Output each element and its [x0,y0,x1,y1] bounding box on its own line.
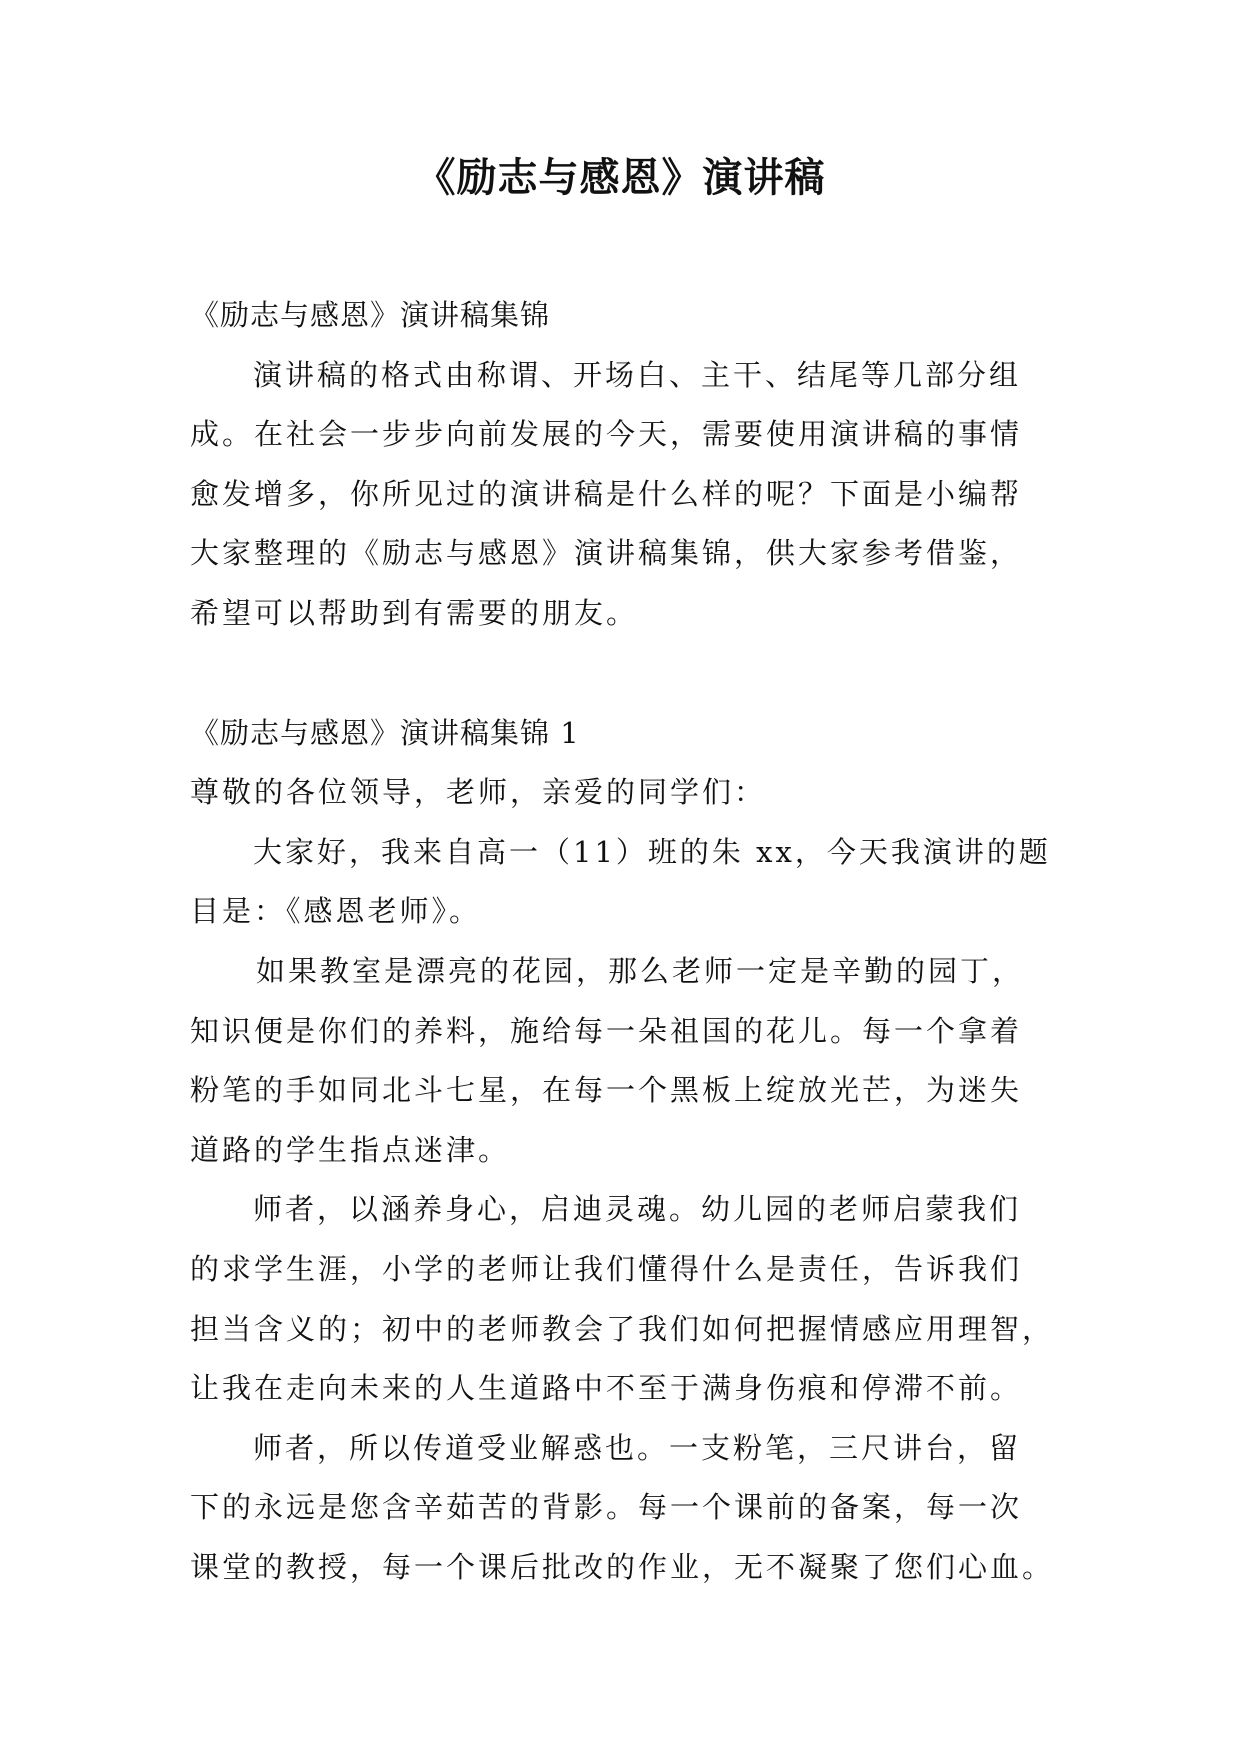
document-title: 《励志与感恩》演讲稿 [415,155,826,201]
paragraph-line: 愈发增多，你所见过的演讲稿是什么样的呢？下面是小编帮 [190,476,1023,511]
section-heading: 《励志与感恩》演讲稿集锦 [190,298,551,332]
paragraph-line: 大家整理的《励志与感恩》演讲稿集锦，供大家参考借鉴， [190,536,1023,571]
paragraph-line: 成。在社会一步步向前发展的今天，需要使用演讲稿的事情 [190,417,1023,452]
paragraph-line: 希望可以帮助到有需要的朋友。 [190,595,639,630]
section-heading: 《励志与感恩》演讲稿集锦 1 [190,715,580,750]
paragraph-line: 让我在走向未来的人生道路中不至于满身伤痕和停滞不前。 [190,1371,1023,1406]
paragraph-gap [190,644,1070,704]
paragraph-line: 演讲稿的格式由称谓、开场白、主干、结尾等几部分组 [253,357,1022,392]
paragraph-line: 道路的学生指点迷津。 [190,1132,511,1167]
salutation-line: 尊敬的各位领导，老师，亲爱的同学们： [190,775,767,810]
paragraph-line: 下的永远是您含辛茹苦的背影。每一个课前的备案，每一次 [190,1490,1023,1525]
paragraph-line: 目是：《感恩老师》。 [190,894,482,929]
paragraph-line: 知识便是你们的养料，施给每一朵祖国的花儿。每一个拿着 [190,1013,1023,1048]
paragraph-line: 担当含义的；初中的老师教会了我们如何把握情感应用理智， [190,1311,1055,1346]
paragraph-line: 如果教室是漂亮的花园，那么老师一定是辛勤的园丁， [256,953,1025,988]
paragraph-line: 大家好，我来自高一（11）班的朱 xx，今天我演讲的题 [253,834,1051,869]
paragraph-line: 师者，以涵养身心，启迪灵魂。幼儿园的老师启蒙我们 [253,1192,1022,1227]
paragraph-line: 粉笔的手如同北斗七星，在每一个黑板上绽放光芒，为迷失 [190,1073,1023,1108]
paragraph-line: 师者，所以传道受业解惑也。一支粉笔，三尺讲台，留 [253,1430,1022,1465]
document-body [190,286,1070,1597]
paragraph-line: 的求学生涯，小学的老师让我们懂得什么是责任，告诉我们 [190,1251,1023,1286]
paragraph-line: 课堂的教授，每一个课后批改的作业，无不凝聚了您们心血。 [190,1549,1055,1584]
